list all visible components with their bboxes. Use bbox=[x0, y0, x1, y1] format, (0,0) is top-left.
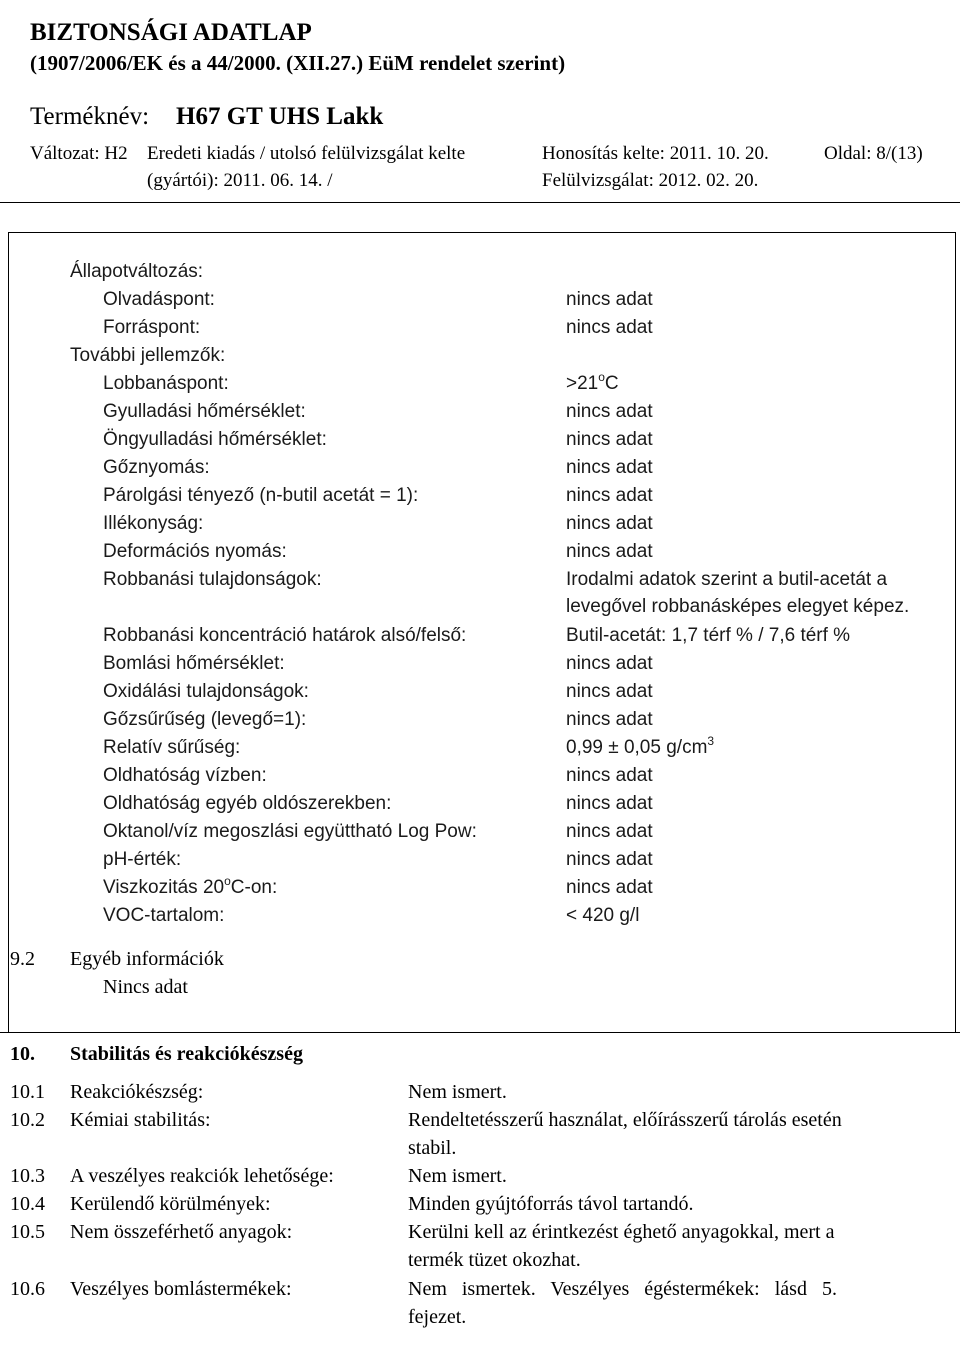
subsection-label: Kémiai stabilitás: bbox=[70, 1109, 211, 1131]
section-10-title: Stabilitás és reakciókészség bbox=[70, 1043, 303, 1065]
property-label: Illékonyság: bbox=[103, 513, 204, 534]
subsection-value: Rendeltetésszerű használat, előírásszerű tárolás esetén bbox=[408, 1109, 842, 1131]
property-value: nincs adat bbox=[566, 765, 653, 786]
subsection-value: Nem ismert. bbox=[408, 1081, 507, 1103]
subsection-value: Kerülni kell az érintkezést éghető anyagokkal, mert a bbox=[408, 1221, 835, 1243]
property-value: nincs adat bbox=[566, 681, 653, 702]
subsection-label: A veszélyes reakciók lehetősége: bbox=[70, 1165, 334, 1187]
section-9-2-text: Nincs adat bbox=[103, 976, 188, 998]
subsection-label: Reakciókészség: bbox=[70, 1081, 204, 1103]
property-label: Párolgási tényező (n-butil acetát = 1): bbox=[103, 485, 419, 506]
header-rule bbox=[0, 202, 960, 203]
property-label: Olvadáspont: bbox=[103, 289, 215, 310]
property-value: nincs adat bbox=[566, 541, 653, 562]
subsection-value-continued: stabil. bbox=[408, 1137, 457, 1159]
property-value: nincs adat bbox=[566, 401, 653, 422]
subsection-number: 10.3 bbox=[10, 1165, 45, 1187]
subsection-label: Kerülendő körülmények: bbox=[70, 1193, 271, 1215]
property-value: Butil-acetát: 1,7 térf % / 7,6 térf % bbox=[566, 625, 851, 646]
property-label: Robbanási tulajdonságok: bbox=[103, 569, 322, 590]
other-properties-heading: További jellemzők: bbox=[70, 345, 226, 366]
subsection-label: Nem összeférhető anyagok: bbox=[70, 1221, 293, 1243]
property-value: nincs adat bbox=[566, 849, 653, 870]
revision-date: Felülvizsgálat: 2012. 02. 20. bbox=[542, 170, 759, 191]
property-label: Oldhatóság vízben: bbox=[103, 765, 267, 786]
subsection-label: Veszélyes bomlástermékek: bbox=[70, 1278, 292, 1300]
property-value: nincs adat bbox=[566, 793, 653, 814]
property-label: Deformációs nyomás: bbox=[103, 541, 287, 562]
property-value: nincs adat bbox=[566, 709, 653, 730]
property-value: nincs adat bbox=[566, 317, 653, 338]
subsection-value-continued: fejezet. bbox=[408, 1306, 467, 1328]
viscosity-label: Viszkozitás 20$^o$C-on: bbox=[103, 874, 278, 898]
regulation-reference: (1907/2006/EK és a 44/2000. (XII.27.) EüM rendelet szerint) bbox=[30, 51, 566, 75]
page-number: Oldal: 8/(13) bbox=[824, 143, 923, 164]
subsection-value-continued: termék tüzet okozhat. bbox=[408, 1249, 581, 1271]
original-issue-line1: Eredeti kiadás / utolsó felülvizsgálat kelte bbox=[147, 143, 466, 164]
property-value: nincs adat bbox=[566, 653, 653, 674]
subsection-value: Nem ismertek. Veszélyes égéstermékek: lásd 5. bbox=[408, 1278, 837, 1300]
property-value: nincs adat bbox=[566, 513, 653, 534]
property-value: < 420 g/l bbox=[566, 905, 640, 926]
property-label: Oxidálási tulajdonságok: bbox=[103, 681, 309, 702]
property-value: nincs adat bbox=[566, 429, 653, 450]
property-value: nincs adat bbox=[566, 821, 653, 842]
section-9-2-title: Egyéb információk bbox=[70, 948, 224, 970]
property-label: Öngyulladási hőmérséklet: bbox=[103, 429, 327, 450]
subsection-value: Minden gyújtóforrás távol tartandó. bbox=[408, 1193, 694, 1215]
property-label: VOC-tartalom: bbox=[103, 905, 225, 926]
property-label: Oldhatóság egyéb oldószerekben: bbox=[103, 793, 392, 814]
property-value: nincs adat bbox=[566, 289, 653, 310]
subsection-value: Nem ismert. bbox=[408, 1165, 507, 1187]
property-label: pH-érték: bbox=[103, 849, 182, 870]
property-label: Oktanol/víz megoszlási együttható Log Pow: bbox=[103, 821, 477, 842]
product-label: Terméknév: bbox=[30, 103, 150, 130]
relative-density-value: 0,99 ± 0,05 $g/cm^3$ bbox=[566, 734, 715, 758]
section-10-number: 10. bbox=[10, 1043, 35, 1065]
property-value: nincs adat bbox=[566, 877, 653, 898]
property-label: Gőzsűrűség (levegő=1): bbox=[103, 709, 307, 730]
property-value: Irodalmi adatok szerint a butil-acetát a bbox=[566, 569, 888, 590]
property-value: nincs adat bbox=[566, 457, 653, 478]
state-change-heading: Állapotváltozás: bbox=[70, 261, 204, 282]
subsection-number: 10.2 bbox=[10, 1109, 45, 1131]
subsection-number: 10.5 bbox=[10, 1221, 45, 1243]
flash-point-value: $>21^oC$ bbox=[566, 370, 619, 394]
nationalization-date: Honosítás kelte: 2011. 10. 20. bbox=[542, 143, 769, 164]
product-name: H67 GT UHS Lakk bbox=[176, 103, 384, 130]
original-issue-line2: (gyártói): 2011. 06. 14. / bbox=[147, 170, 333, 191]
property-value-continued: levegővel robbanásképes elegyet képez. bbox=[566, 596, 910, 617]
property-label: Gyulladási hőmérséklet: bbox=[103, 401, 306, 422]
property-label: Bomlási hőmérséklet: bbox=[103, 653, 285, 674]
subsection-number: 10.6 bbox=[10, 1278, 45, 1300]
property-label: Forráspont: bbox=[103, 317, 201, 338]
subsection-number: 10.1 bbox=[10, 1081, 45, 1103]
property-label: Robbanási koncentráció határok alsó/felső: bbox=[103, 625, 467, 646]
property-label: Lobbanáspont: bbox=[103, 373, 229, 394]
version-label: Változat: H2 bbox=[30, 143, 128, 164]
document-title: BIZTONSÁGI ADATLAP bbox=[30, 19, 312, 46]
property-label: Relatív sűrűség: bbox=[103, 737, 241, 758]
section-rule bbox=[0, 1032, 960, 1033]
property-label: Gőznyomás: bbox=[103, 457, 210, 478]
section-9-2-number: 9.2 bbox=[10, 948, 35, 970]
subsection-number: 10.4 bbox=[10, 1193, 45, 1215]
property-value: nincs adat bbox=[566, 485, 653, 506]
